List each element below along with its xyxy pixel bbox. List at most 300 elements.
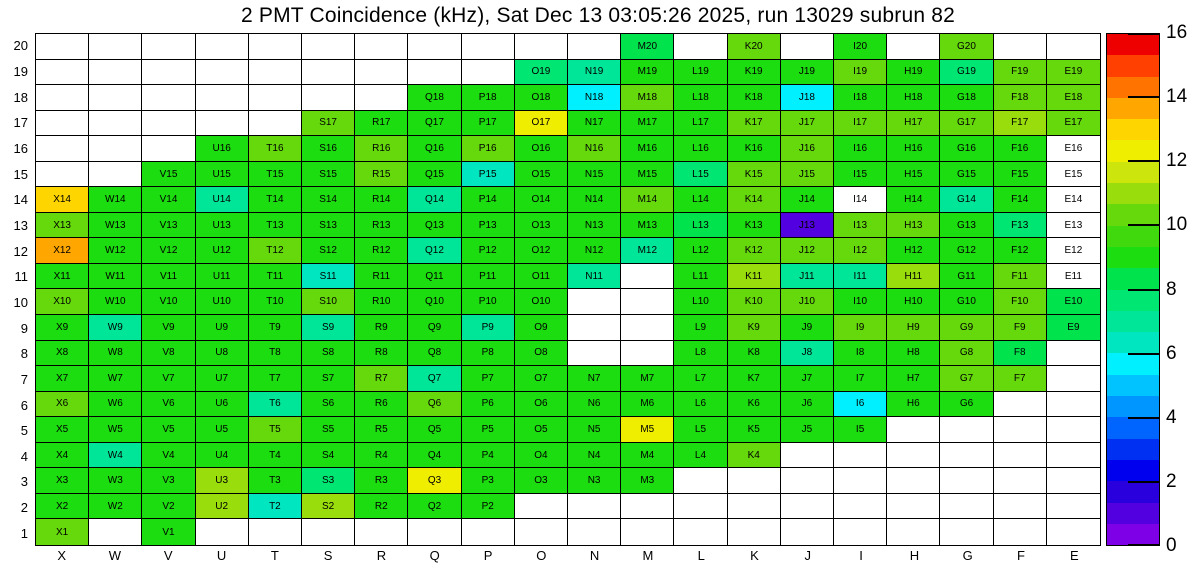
heatmap-cell-S1 xyxy=(302,519,355,545)
heatmap-cell-I16: I16 xyxy=(834,136,887,162)
heatmap-cell-X15 xyxy=(36,162,89,188)
heatmap-cell-W8: W8 xyxy=(89,341,142,367)
heatmap-cell-E18: E18 xyxy=(1047,85,1100,111)
heatmap-cell-S2: S2 xyxy=(302,494,355,520)
heatmap-cell-R16: R16 xyxy=(355,136,408,162)
heatmap-cell-V18 xyxy=(142,85,195,111)
heatmap-cell-P16: P16 xyxy=(462,136,515,162)
heatmap-cell-T5: T5 xyxy=(249,417,302,443)
heatmap-cell-J9: J9 xyxy=(781,315,834,341)
colorbar-segment-1 xyxy=(1107,503,1159,524)
heatmap-cell-L4: L4 xyxy=(674,443,727,469)
heatmap-cell-Q13: Q13 xyxy=(408,213,461,239)
heatmap-cell-E1 xyxy=(1047,519,1100,545)
heatmap-cell-X10: X10 xyxy=(36,289,89,315)
heatmap-cell-T9: T9 xyxy=(249,315,302,341)
heatmap-cell-P9: P9 xyxy=(462,315,515,341)
heatmap-cell-V9: V9 xyxy=(142,315,195,341)
heatmap-cell-J18: J18 xyxy=(781,85,834,111)
heatmap-cell-M7: M7 xyxy=(621,366,674,392)
heatmap-cell-T18 xyxy=(249,85,302,111)
heatmap-cell-L1 xyxy=(674,519,727,545)
heatmap-cell-H5 xyxy=(887,417,940,443)
heatmap-cell-W13: W13 xyxy=(89,213,142,239)
heatmap-cell-M12: M12 xyxy=(621,238,674,264)
heatmap-cell-R3: R3 xyxy=(355,468,408,494)
heatmap-cell-S13: S13 xyxy=(302,213,355,239)
chart-title: 2 PMT Coincidence (kHz), Sat Dec 13 03:05:26 2025, run 13029 subrun 82 xyxy=(240,4,956,27)
colorbar-segment-5 xyxy=(1107,417,1159,438)
heatmap-cell-O12: O12 xyxy=(515,238,568,264)
heatmap-cell-O20 xyxy=(515,34,568,60)
heatmap-cell-O15: O15 xyxy=(515,162,568,188)
heatmap-cell-Q2: Q2 xyxy=(408,494,461,520)
heatmap-cell-G8: G8 xyxy=(940,341,993,367)
heatmap-cell-T14: T14 xyxy=(249,187,302,213)
heatmap-cell-F18: F18 xyxy=(994,85,1047,111)
heatmap-cell-P12: P12 xyxy=(462,238,515,264)
heatmap-cell-V19 xyxy=(142,60,195,86)
heatmap-cell-K18: K18 xyxy=(728,85,781,111)
heatmap-cell-T17 xyxy=(249,111,302,137)
heatmap-cell-E13: E13 xyxy=(1047,213,1100,239)
heatmap-cell-O6: O6 xyxy=(515,392,568,418)
heatmap-cell-I6: I6 xyxy=(834,392,887,418)
heatmap-cell-J14: J14 xyxy=(781,187,834,213)
heatmap-cell-U2: U2 xyxy=(196,494,249,520)
heatmap-cell-O18: O18 xyxy=(515,85,568,111)
colorbar-segment-16 xyxy=(1107,183,1159,204)
heatmap-cell-R15: R15 xyxy=(355,162,408,188)
heatmap-cell-W12: W12 xyxy=(89,238,142,264)
heatmap-cell-P1 xyxy=(462,519,515,545)
heatmap-cell-N10 xyxy=(568,289,621,315)
heatmap-cell-U5: U5 xyxy=(196,417,249,443)
heatmap-cell-K17: K17 xyxy=(728,111,781,137)
heatmap-cell-O5: O5 xyxy=(515,417,568,443)
heatmap-cell-F17: F17 xyxy=(994,111,1047,137)
heatmap-cell-G12: G12 xyxy=(940,238,993,264)
heatmap-cell-W19 xyxy=(89,60,142,86)
heatmap-cell-Q8: Q8 xyxy=(408,341,461,367)
heatmap-cell-R9: R9 xyxy=(355,315,408,341)
heatmap-cell-G16: G16 xyxy=(940,136,993,162)
heatmap-cell-R7: R7 xyxy=(355,366,408,392)
heatmap-cell-E20 xyxy=(1047,34,1100,60)
colorbar-segment-12 xyxy=(1107,268,1159,289)
y-axis-label-6: 6 xyxy=(20,397,28,413)
heatmap-cell-I8: I8 xyxy=(834,341,887,367)
colorbar-segment-0 xyxy=(1107,524,1159,545)
colorbar-segment-18 xyxy=(1107,140,1159,161)
heatmap-cell-S8: S8 xyxy=(302,341,355,367)
heatmap-cell-V13: V13 xyxy=(142,213,195,239)
heatmap-cell-E11: E11 xyxy=(1047,264,1100,290)
heatmap-cell-O14: O14 xyxy=(515,187,568,213)
heatmap-cell-S19 xyxy=(302,60,355,86)
heatmap-cell-W16 xyxy=(89,136,142,162)
y-axis xyxy=(0,33,30,546)
heatmap-cell-X11: X11 xyxy=(36,264,89,290)
heatmap-cell-W6: W6 xyxy=(89,392,142,418)
heatmap-cell-H6: H6 xyxy=(887,392,940,418)
heatmap-cell-X20 xyxy=(36,34,89,60)
colorbar-segment-15 xyxy=(1107,204,1159,225)
heatmap-cell-I7: I7 xyxy=(834,366,887,392)
heatmap-cell-M18: M18 xyxy=(621,85,674,111)
heatmap-cell-L10: L10 xyxy=(674,289,727,315)
colorbar-label-0: 0 xyxy=(1166,535,1177,556)
heatmap-cell-H10: H10 xyxy=(887,289,940,315)
colorbar-segment-17 xyxy=(1107,162,1159,183)
colorbar-segment-22 xyxy=(1107,55,1159,76)
heatmap-cell-R18 xyxy=(355,85,408,111)
colorbar-segment-14 xyxy=(1107,226,1159,247)
heatmap-cell-W4: W4 xyxy=(89,443,142,469)
heatmap-cell-G4 xyxy=(940,443,993,469)
heatmap-cell-Q6: Q6 xyxy=(408,392,461,418)
heatmap-cell-N5: N5 xyxy=(568,417,621,443)
heatmap-cell-I19: I19 xyxy=(834,60,887,86)
heatmap-cell-W17 xyxy=(89,111,142,137)
x-axis-label-L: L xyxy=(697,548,705,563)
heatmap-cell-Q9: Q9 xyxy=(408,315,461,341)
heatmap-cell-F13: F13 xyxy=(994,213,1047,239)
heatmap-cell-K8: K8 xyxy=(728,341,781,367)
heatmap-cell-U20 xyxy=(196,34,249,60)
heatmap-cell-M9 xyxy=(621,315,674,341)
heatmap-cell-Q17: Q17 xyxy=(408,111,461,137)
heatmap-cell-X18 xyxy=(36,85,89,111)
heatmap-cell-H3 xyxy=(887,468,940,494)
heatmap-cell-Q7: Q7 xyxy=(408,366,461,392)
heatmap-cell-T7: T7 xyxy=(249,366,302,392)
heatmap-cell-M1 xyxy=(621,519,674,545)
heatmap-cell-T20 xyxy=(249,34,302,60)
heatmap-cell-S11: S11 xyxy=(302,264,355,290)
y-axis-label-2: 2 xyxy=(20,500,28,516)
heatmap-cell-L17: L17 xyxy=(674,111,727,137)
heatmap-cell-U14: U14 xyxy=(196,187,249,213)
x-axis xyxy=(35,548,1101,566)
heatmap-cell-L15: L15 xyxy=(674,162,727,188)
heatmap-cell-U12: U12 xyxy=(196,238,249,264)
heatmap-cell-N13: N13 xyxy=(568,213,621,239)
colorbar-segment-10 xyxy=(1107,311,1159,332)
heatmap-cell-S5: S5 xyxy=(302,417,355,443)
heatmap-cell-Q4: Q4 xyxy=(408,443,461,469)
heatmap-cell-J20 xyxy=(781,34,834,60)
heatmap-cell-L7: L7 xyxy=(674,366,727,392)
heatmap-cell-E2 xyxy=(1047,494,1100,520)
heatmap-cell-N6: N6 xyxy=(568,392,621,418)
heatmap-cell-E10: E10 xyxy=(1047,289,1100,315)
heatmap-cell-M14: M14 xyxy=(621,187,674,213)
heatmap-cell-X1: X1 xyxy=(36,519,89,545)
heatmap-cell-P8: P8 xyxy=(462,341,515,367)
heatmap-cell-Q20 xyxy=(408,34,461,60)
heatmap-cell-O19: O19 xyxy=(515,60,568,86)
heatmap-cell-W18 xyxy=(89,85,142,111)
heatmap-cell-N20 xyxy=(568,34,621,60)
heatmap-cell-T2: T2 xyxy=(249,494,302,520)
heatmap-cell-K12: K12 xyxy=(728,238,781,264)
colorbar-label-6: 6 xyxy=(1166,342,1177,364)
heatmap-cell-U19 xyxy=(196,60,249,86)
heatmap-cell-E19: E19 xyxy=(1047,60,1100,86)
heatmap-cell-W11: W11 xyxy=(89,264,142,290)
colorbar-segment-6 xyxy=(1107,396,1159,417)
y-axis-label-10: 10 xyxy=(13,294,28,310)
heatmap-cell-L11: L11 xyxy=(674,264,727,290)
heatmap-cell-I4 xyxy=(834,443,887,469)
heatmap-cell-J11: J11 xyxy=(781,264,834,290)
x-axis-label-G: G xyxy=(962,548,973,563)
heatmap-cell-J10: J10 xyxy=(781,289,834,315)
heatmap-cell-I13: I13 xyxy=(834,213,887,239)
x-axis-label-M: M xyxy=(642,548,654,563)
colorbar-segment-13 xyxy=(1107,247,1159,268)
heatmap-cell-L20 xyxy=(674,34,727,60)
heatmap-cell-J15: J15 xyxy=(781,162,834,188)
heatmap-cell-K2 xyxy=(728,494,781,520)
heatmap-cell-R10: R10 xyxy=(355,289,408,315)
x-axis-label-K: K xyxy=(750,548,759,563)
heatmap-cell-S14: S14 xyxy=(302,187,355,213)
heatmap-cell-M3: M3 xyxy=(621,468,674,494)
x-axis-label-S: S xyxy=(323,548,333,563)
heatmap-cell-M4: M4 xyxy=(621,443,674,469)
heatmap-cell-X5: X5 xyxy=(36,417,89,443)
heatmap-cell-T13: T13 xyxy=(249,213,302,239)
heatmap-cell-L5: L5 xyxy=(674,417,727,443)
heatmap-cell-O1 xyxy=(515,519,568,545)
heatmap-cell-W20 xyxy=(89,34,142,60)
heatmap-cell-G20: G20 xyxy=(940,34,993,60)
heatmap-cell-X8: X8 xyxy=(36,341,89,367)
heatmap-cell-U7: U7 xyxy=(196,366,249,392)
y-axis-label-18: 18 xyxy=(13,89,28,105)
colorbar-label-12: 12 xyxy=(1166,150,1188,172)
heatmap-cell-V17 xyxy=(142,111,195,137)
heatmap-cell-P20 xyxy=(462,34,515,60)
heatmap-cell-V1: V1 xyxy=(142,519,195,545)
colorbar-label-14: 14 xyxy=(1166,86,1188,108)
colorbar-label-16: 16 xyxy=(1166,22,1188,43)
colorbar-tick-4 xyxy=(1128,417,1160,419)
heatmap-cell-H16: H16 xyxy=(887,136,940,162)
heatmap-cell-W15 xyxy=(89,162,142,188)
heatmap-cell-S20 xyxy=(302,34,355,60)
heatmap-cell-K9: K9 xyxy=(728,315,781,341)
heatmap-cell-F19: F19 xyxy=(994,60,1047,86)
heatmap-cell-R11: R11 xyxy=(355,264,408,290)
heatmap-cell-E6 xyxy=(1047,392,1100,418)
colorbar-tick-6 xyxy=(1128,353,1160,355)
heatmap-cell-I17: I17 xyxy=(834,111,887,137)
y-axis-label-7: 7 xyxy=(20,371,28,387)
heatmap-cell-P4: P4 xyxy=(462,443,515,469)
heatmap-cell-F11: F11 xyxy=(994,264,1047,290)
heatmap-cell-J8: J8 xyxy=(781,341,834,367)
heatmap-cell-U10: U10 xyxy=(196,289,249,315)
heatmap-cell-Q18: Q18 xyxy=(408,85,461,111)
heatmap-cell-E3 xyxy=(1047,468,1100,494)
heatmap-cell-J4 xyxy=(781,443,834,469)
heatmap-cell-X9: X9 xyxy=(36,315,89,341)
heatmap-cell-M15: M15 xyxy=(621,162,674,188)
heatmap-cell-E4 xyxy=(1047,443,1100,469)
colorbar-segment-11 xyxy=(1107,290,1159,311)
heatmap-cell-X7: X7 xyxy=(36,366,89,392)
heatmap-cell-I1 xyxy=(834,519,887,545)
heatmap-cell-V16 xyxy=(142,136,195,162)
heatmap-cell-Q19 xyxy=(408,60,461,86)
heatmap-cell-I15: I15 xyxy=(834,162,887,188)
heatmap-cell-N18: N18 xyxy=(568,85,621,111)
heatmap-cell-P17: P17 xyxy=(462,111,515,137)
heatmap-cell-H19: H19 xyxy=(887,60,940,86)
heatmap-cell-I10: I10 xyxy=(834,289,887,315)
heatmap-cell-V2: V2 xyxy=(142,494,195,520)
heatmap-cell-R17: R17 xyxy=(355,111,408,137)
heatmap-cell-H20 xyxy=(887,34,940,60)
heatmap-cell-W5: W5 xyxy=(89,417,142,443)
heatmap-cell-I9: I9 xyxy=(834,315,887,341)
heatmap-cell-K4: K4 xyxy=(728,443,781,469)
y-axis-label-9: 9 xyxy=(20,320,28,336)
heatmap-cell-E5 xyxy=(1047,417,1100,443)
heatmap-cell-P3: P3 xyxy=(462,468,515,494)
heatmap-cell-F8: F8 xyxy=(994,341,1047,367)
heatmap-cell-Q12: Q12 xyxy=(408,238,461,264)
heatmap-cell-I12: I12 xyxy=(834,238,887,264)
heatmap-cell-R1 xyxy=(355,519,408,545)
heatmap-cell-L19: L19 xyxy=(674,60,727,86)
heatmap-cell-X14: X14 xyxy=(36,187,89,213)
heatmap-cell-P7: P7 xyxy=(462,366,515,392)
heatmap-cell-K10: K10 xyxy=(728,289,781,315)
heatmap-cell-J13: J13 xyxy=(781,213,834,239)
colorbar-label-2: 2 xyxy=(1166,470,1177,492)
heatmap-cell-E8 xyxy=(1047,341,1100,367)
heatmap-cell-J5: J5 xyxy=(781,417,834,443)
heatmap-cell-L12: L12 xyxy=(674,238,727,264)
heatmap-cell-J6: J6 xyxy=(781,392,834,418)
x-axis-label-O: O xyxy=(536,548,547,563)
colorbar-segment-20 xyxy=(1107,98,1159,119)
heatmap-cell-G13: G13 xyxy=(940,213,993,239)
heatmap-cell-T10: T10 xyxy=(249,289,302,315)
heatmap-cell-X17 xyxy=(36,111,89,137)
heatmap-cell-F20 xyxy=(994,34,1047,60)
heatmap-cell-F3 xyxy=(994,468,1047,494)
y-axis-label-20: 20 xyxy=(13,38,28,54)
heatmap-cell-S9: S9 xyxy=(302,315,355,341)
heatmap-cell-M19: M19 xyxy=(621,60,674,86)
heatmap-cell-L2 xyxy=(674,494,727,520)
heatmap-cell-U6: U6 xyxy=(196,392,249,418)
heatmap-cell-G5 xyxy=(940,417,993,443)
heatmap-cell-H13: H13 xyxy=(887,213,940,239)
heatmap-cell-Q5: Q5 xyxy=(408,417,461,443)
heatmap-cell-V4: V4 xyxy=(142,443,195,469)
heatmap-cell-J3 xyxy=(781,468,834,494)
heatmap-cell-R8: R8 xyxy=(355,341,408,367)
heatmap-cell-Q14: Q14 xyxy=(408,187,461,213)
heatmap-cell-T11: T11 xyxy=(249,264,302,290)
heatmap-cell-J16: J16 xyxy=(781,136,834,162)
colorbar-label-4: 4 xyxy=(1166,406,1177,428)
heatmap-cell-M6: M6 xyxy=(621,392,674,418)
colorbar-tick-12 xyxy=(1128,160,1160,162)
heatmap-cell-T8: T8 xyxy=(249,341,302,367)
heatmap-cell-M17: M17 xyxy=(621,111,674,137)
heatmap-cell-O10: O10 xyxy=(515,289,568,315)
heatmap-cell-O7: O7 xyxy=(515,366,568,392)
heatmap-cell-V15: V15 xyxy=(142,162,195,188)
heatmap-cell-J12: J12 xyxy=(781,238,834,264)
heatmap-cell-W9: W9 xyxy=(89,315,142,341)
x-axis-label-H: H xyxy=(909,548,920,563)
heatmap-cell-J19: J19 xyxy=(781,60,834,86)
heatmap-cell-G2 xyxy=(940,494,993,520)
heatmap-cell-V14: V14 xyxy=(142,187,195,213)
heatmap-cell-I2 xyxy=(834,494,887,520)
heatmap-cell-M13: M13 xyxy=(621,213,674,239)
heatmap-cell-M10 xyxy=(621,289,674,315)
colorbar-tick-10 xyxy=(1128,224,1160,226)
heatmap-cell-U9: U9 xyxy=(196,315,249,341)
heatmap-cell-O8: O8 xyxy=(515,341,568,367)
heatmap-cell-E12: E12 xyxy=(1047,238,1100,264)
heatmap-cell-U8: U8 xyxy=(196,341,249,367)
heatmap-cell-G3 xyxy=(940,468,993,494)
heatmap-cell-N9 xyxy=(568,315,621,341)
heatmap-cell-U18 xyxy=(196,85,249,111)
heatmap-cell-I20: I20 xyxy=(834,34,887,60)
heatmap-cell-S18 xyxy=(302,85,355,111)
heatmap-cell-V11: V11 xyxy=(142,264,195,290)
heatmap-cell-W3: W3 xyxy=(89,468,142,494)
heatmap-cell-H9: H9 xyxy=(887,315,940,341)
heatmap-cell-R4: R4 xyxy=(355,443,408,469)
heatmap-cell-F6 xyxy=(994,392,1047,418)
heatmap-cell-P11: P11 xyxy=(462,264,515,290)
heatmap-cell-L14: L14 xyxy=(674,187,727,213)
heatmap-cell-G9: G9 xyxy=(940,315,993,341)
heatmap-cell-X2: X2 xyxy=(36,494,89,520)
y-axis-label-16: 16 xyxy=(13,140,28,156)
y-axis-label-12: 12 xyxy=(13,243,28,259)
heatmap-cell-I18: I18 xyxy=(834,85,887,111)
heatmap-cell-H8: H8 xyxy=(887,341,940,367)
heatmap-cell-V6: V6 xyxy=(142,392,195,418)
heatmap-cell-L3 xyxy=(674,468,727,494)
colorbar-segment-7 xyxy=(1107,375,1159,396)
heatmap-cell-Q16: Q16 xyxy=(408,136,461,162)
heatmap-cell-I14: I14 xyxy=(834,187,887,213)
heatmap-cell-R2: R2 xyxy=(355,494,408,520)
heatmap-cell-L13: L13 xyxy=(674,213,727,239)
heatmap-cell-Q15: Q15 xyxy=(408,162,461,188)
heatmap-cell-J2 xyxy=(781,494,834,520)
heatmap-cell-R12: R12 xyxy=(355,238,408,264)
heatmap-cell-O13: O13 xyxy=(515,213,568,239)
heatmap-cell-T16: T16 xyxy=(249,136,302,162)
heatmap-cell-K1 xyxy=(728,519,781,545)
colorbar-label-8: 8 xyxy=(1166,278,1177,300)
